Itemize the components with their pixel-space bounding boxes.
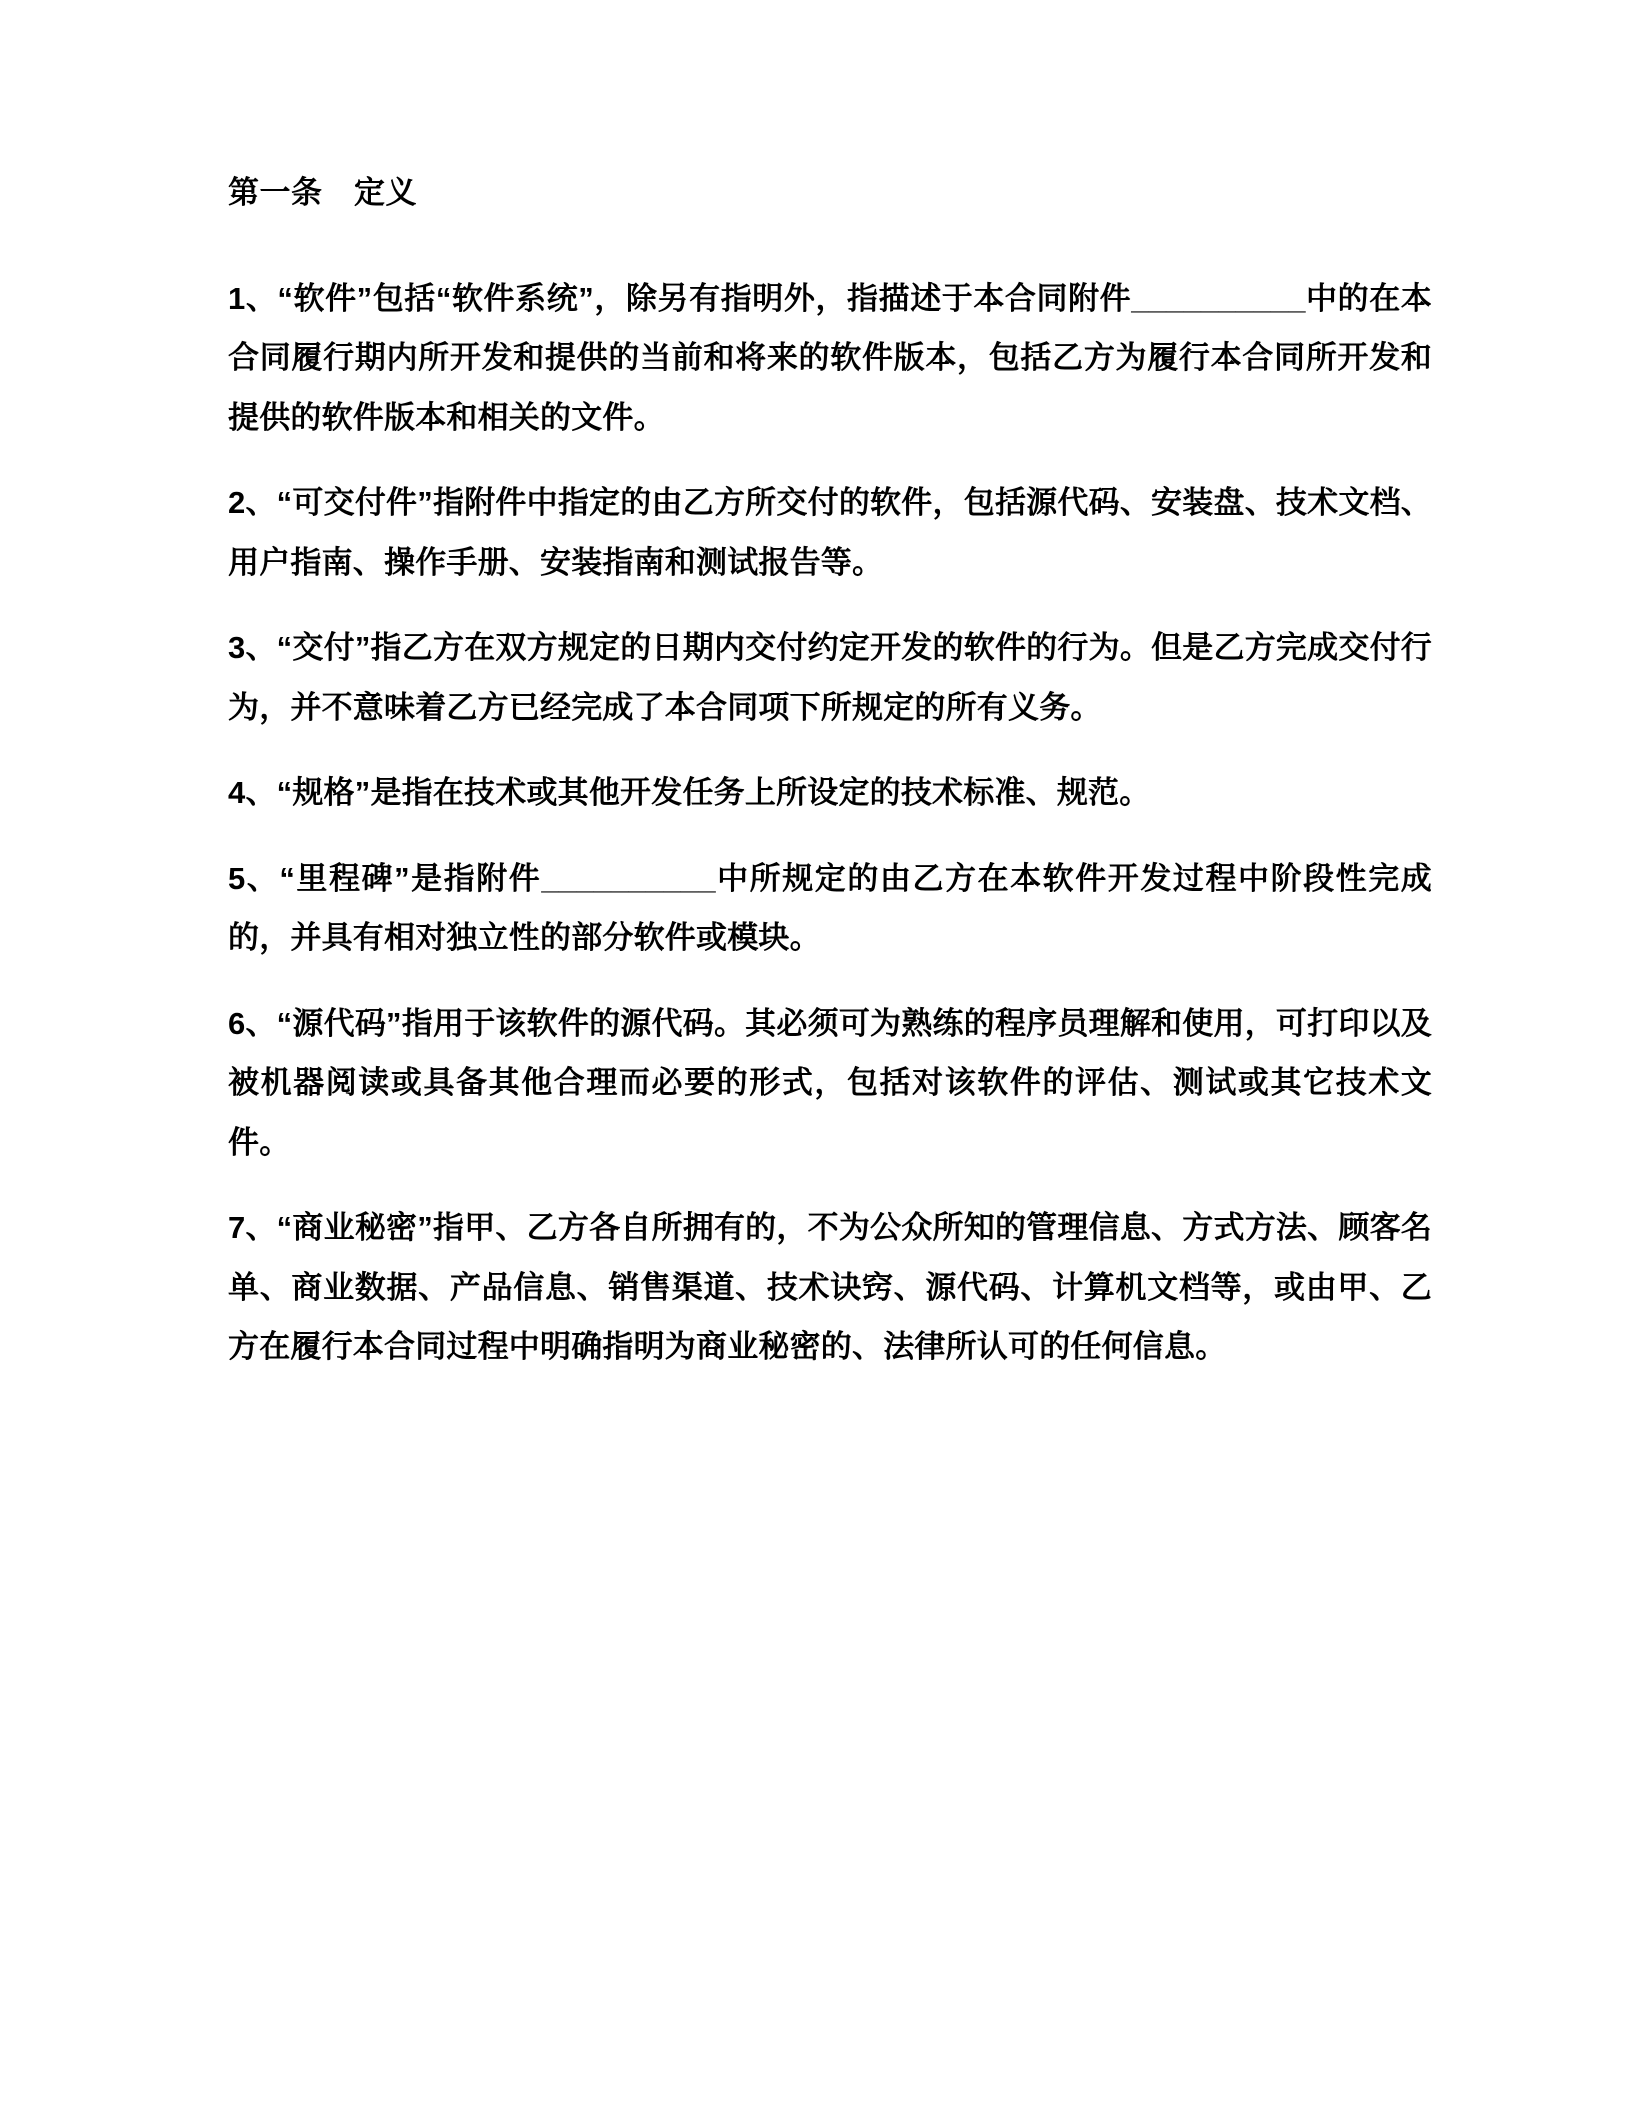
- clause-paragraph-7: 7、“商业秘密”指甲、乙方各自所拥有的，不为公众所知的管理信息、方式方法、顾客名单、商业数据、产品信息、销售渠道、技术诀窍、源代码、计算机文档等，或由甲、乙方在履行本合同过程中明确指明为商业秘密的、法律所认可的任何信息。: [228, 1210, 1432, 1365]
- clause-paragraph-5: 5、“里程碑”是指附件__________中所规定的由乙方在本软件开发过程中阶段性完成的，并具有相对独立性的部分软件或模块。: [228, 860, 1432, 956]
- clause-paragraph-6: 6、“源代码”指用于该软件的源代码。其必须可为熟练的程序员理解和使用，可打印以及被机器阅读或具备其他合理而必要的形式，包括对该软件的评估、测试或其它技术文件。: [228, 1005, 1432, 1160]
- clause-paragraph-2: 2、“可交付件”指附件中指定的由乙方所交付的软件，包括源代码、安装盘、技术文档、用户指南、操作手册、安装指南和测试报告等。: [228, 485, 1432, 580]
- clause-paragraph-4: 4、“规格”是指在技术或其他开发任务上所设定的技术标准、规范。: [228, 775, 1151, 811]
- page-title: 第一条 定义: [228, 175, 417, 210]
- clause-paragraph-3: 3、“交付”指乙方在双方规定的日期内交付约定开发的软件的行为。但是乙方完成交付行为，并不意味着乙方已经完成了本合同项下所规定的所有义务。: [228, 630, 1432, 725]
- clause-paragraph-1: 1、“软件”包括“软件系统”，除另有指明外，指描述于本合同附件__________中的在本合同履行期内所开发和提供的当前和将来的软件版本，包括乙方为履行本合同所开发和提供的软件版本和相关的文件。: [228, 280, 1432, 435]
